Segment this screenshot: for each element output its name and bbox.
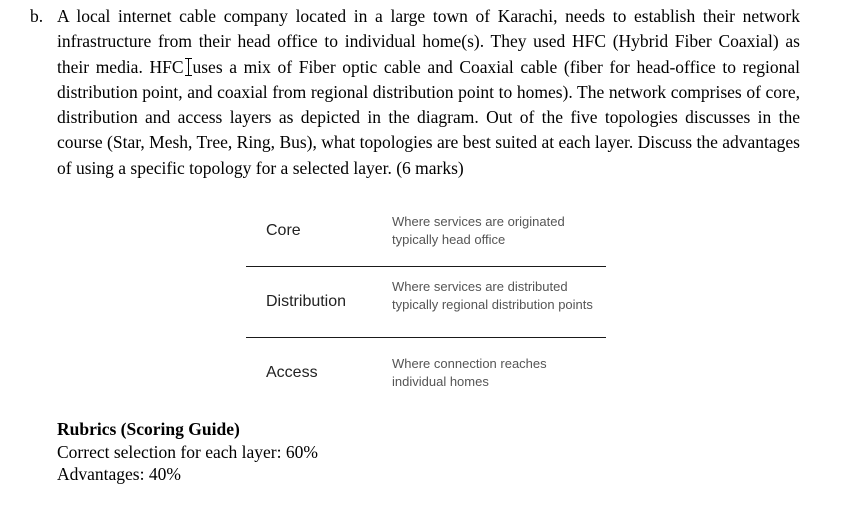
rubric-line-selection: Correct selection for each layer: 60% — [57, 441, 318, 462]
layer-core-name: Core — [266, 222, 301, 239]
question-text-part-1: A local internet cable company located in a large town of Karachi, needs to establish their network infrastructure from their head office to individual home(s). They used HFC (Hybrid Fiber Coaxial) as their media. HFC — [57, 6, 800, 77]
rubric-line-advantages: Advantages: 40% — [57, 464, 181, 484]
layer-divider-1 — [246, 266, 606, 267]
rubrics-title: Rubrics (Scoring Guide) — [57, 419, 240, 439]
layer-core-description: Where services are originated typically head office — [392, 214, 565, 247]
layer-divider-2 — [246, 337, 606, 338]
question-text — [57, 4, 800, 181]
rubrics-block — [57, 418, 318, 486]
layer-distribution-name: Distribution — [266, 293, 347, 310]
question-text-part-2: uses a mix of Fiber optic cable and Coaxial cable (fiber for head-office to regional distribution point, and coaxial from regional distribution point to homes). The network comprises of core, distribution and access layers as depicted in the diagram. Out of the five topologies discusses in the course (Star, Mesh, Tree, Ring, Bus), what topologies are best suited at each layer. Discuss the advantages of using a specific topology for a selected layer. (6 marks) — [57, 56, 800, 178]
question-block — [30, 4, 800, 181]
text-cursor-icon — [185, 58, 192, 76]
layer-access-description: Where connection reaches individual homes — [392, 356, 547, 389]
layer-distribution-description: Where services are distributed typically regional distribution points — [392, 279, 593, 312]
question-marker: b. — [30, 6, 44, 26]
layer-access-name: Access — [266, 364, 318, 381]
network-layers-diagram — [246, 208, 606, 398]
